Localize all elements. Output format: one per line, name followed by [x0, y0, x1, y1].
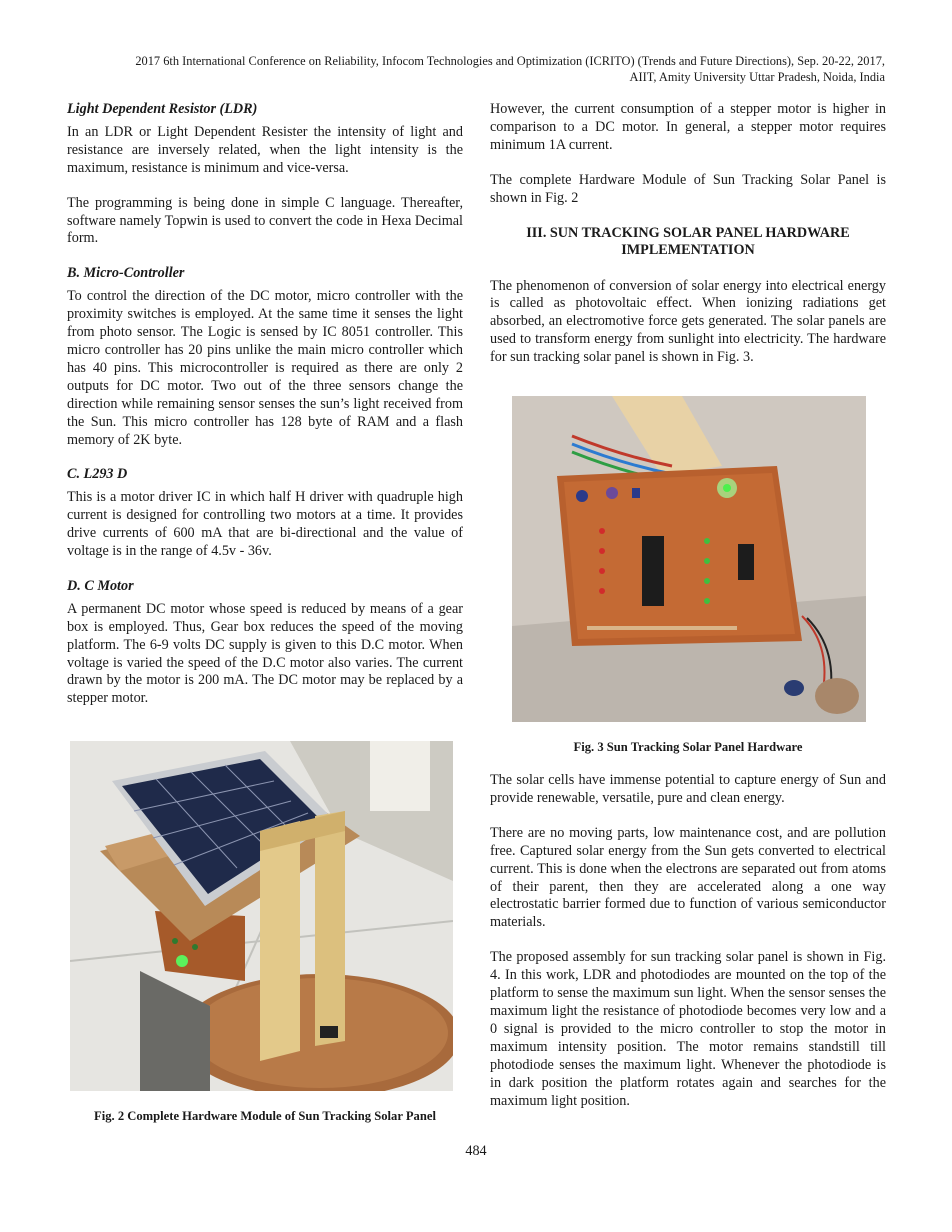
- conference-header: [45, 53, 885, 85]
- dc-motor-paragraph: A permanent DC motor whose speed is reduced by means of a gear box is employed. Thus, Gear box reduces the speed of the moving platform. The 6-9 volts DC supply is given to this D.C motor. When voltage is varied the speed of the D.C motor also varies. The current drawn by the motor is 200 mA. The DC motor may be replaced by a stepper motor.: [67, 600, 463, 707]
- l293d-paragraph: This is a motor driver IC in which half H driver with quadruple high current is designed for controlling two motors at a time. It provides drive currents of 600 mA that are bi-directional and the value of voltage is in the range of 4.5v - 36v.: [67, 489, 463, 560]
- right-column-top: [490, 101, 886, 384]
- stepper-paragraph: However, the current consumption of a stepper motor is higher in comparison to a DC motor. In general, a stepper motor requires minimum 1A current.: [490, 101, 886, 153]
- dc-motor-heading: D. C Motor: [67, 577, 134, 594]
- fig2-illustration: [70, 741, 453, 1091]
- fig2-photo: [70, 741, 453, 1091]
- header-line-2: AIIT, Amity University Uttar Pradesh, Noida, India: [629, 70, 885, 84]
- section-3-heading: [490, 225, 886, 260]
- fig3-illustration: [512, 396, 866, 722]
- section-3-heading-line-2: IMPLEMENTATION: [621, 242, 755, 259]
- solar-cells-paragraph: The solar cells have immense potential to capture energy of Sun and provide renewable, versatile, pure and clean energy.: [490, 772, 886, 806]
- l293d-heading: C. L293 D: [67, 466, 128, 483]
- right-column-bottom: [490, 772, 886, 1110]
- fig3-photo: [512, 396, 866, 722]
- fig3-caption: Fig. 3 Sun Tracking Solar Panel Hardware: [573, 740, 803, 754]
- fig2-caption: Fig. 2 Complete Hardware Module of Sun Tracking Solar Panel: [94, 1109, 436, 1123]
- page-number: 484: [465, 1143, 487, 1159]
- fig2-reference-paragraph: The complete Hardware Module of Sun Tracking Solar Panel is shown in Fig. 2: [490, 171, 886, 206]
- photovoltaic-paragraph: The phenomenon of conversion of solar energy into electrical energy is called as photovoltaic effect. When ionizing radiations get absorbed, an electromotive force gets generated. The solar panels are used to transform energy from sunlight into electricity. The hardware for sun tracking solar panel is shown in Fig. 3.: [490, 277, 886, 366]
- micro-controller-paragraph: To control the direction of the DC motor, micro controller with the proximity switches is employed. At the same time it senses the light from photo sensor. The Logic is sensed by IC 8051 controller. This micro controller has 20 pins unlike the main micro controller which has 40 pins. This microcontroller is required as there are only 2 outputs for DC motor. Two out of the three sensors change the direction while remaining sensor senses the sun’s light received from the Sun. This micro controller has 128 byte of RAM and a flash memory of 2K byte.: [67, 288, 463, 448]
- ldr-paragraph-1: In an LDR or Light Dependent Resister the intensity of light and resistance are inversely related, when the light intensity is the maximum, resistance is minimum and vice-versa.: [67, 123, 463, 176]
- proposed-assembly-paragraph: The proposed assembly for sun tracking solar panel is shown in Fig. 4. In this work, LDR and photodiodes are mounted on the top of the platform to sense the maximum sun light. When the sensor senses the maximum light the resistance of photodiode becomes very low and a 0 signal is provided to the micro controller to stop the motor in maximum intensity position. The motor remains standstill till photodiode senses the maximum light. Whenever the photodiode is in dark position the platform rotates again and searches for the maximum light position.: [490, 949, 886, 1109]
- micro-controller-heading: B. Micro-Controller: [67, 265, 185, 282]
- ldr-paragraph-2: The programming is being done in simple C language. Thereafter, software namely Topwin is used to convert the code in Hexa Decimal form.: [67, 194, 463, 247]
- section-3-heading-line-1: III. SUN TRACKING SOLAR PANEL HARDWARE: [526, 224, 850, 241]
- no-moving-parts-paragraph: There are no moving parts, low maintenance cost, and are pollution free. Captured solar energy from the Sun gets converted to electrical current. This is done when the electrons are separated out from atoms of their parent, then they are accelerated along a one way electrostatic barrier formed due to function of various semiconductor materials.: [490, 824, 886, 931]
- header-line-1: 2017 6th International Conference on Reliability, Infocom Technologies and Optimization (ICRITO) (Trends and Future Directions), Sep. 20-22, 2017,: [135, 54, 885, 68]
- ldr-heading: Light Dependent Resistor (LDR): [67, 101, 258, 117]
- left-column: [67, 101, 463, 725]
